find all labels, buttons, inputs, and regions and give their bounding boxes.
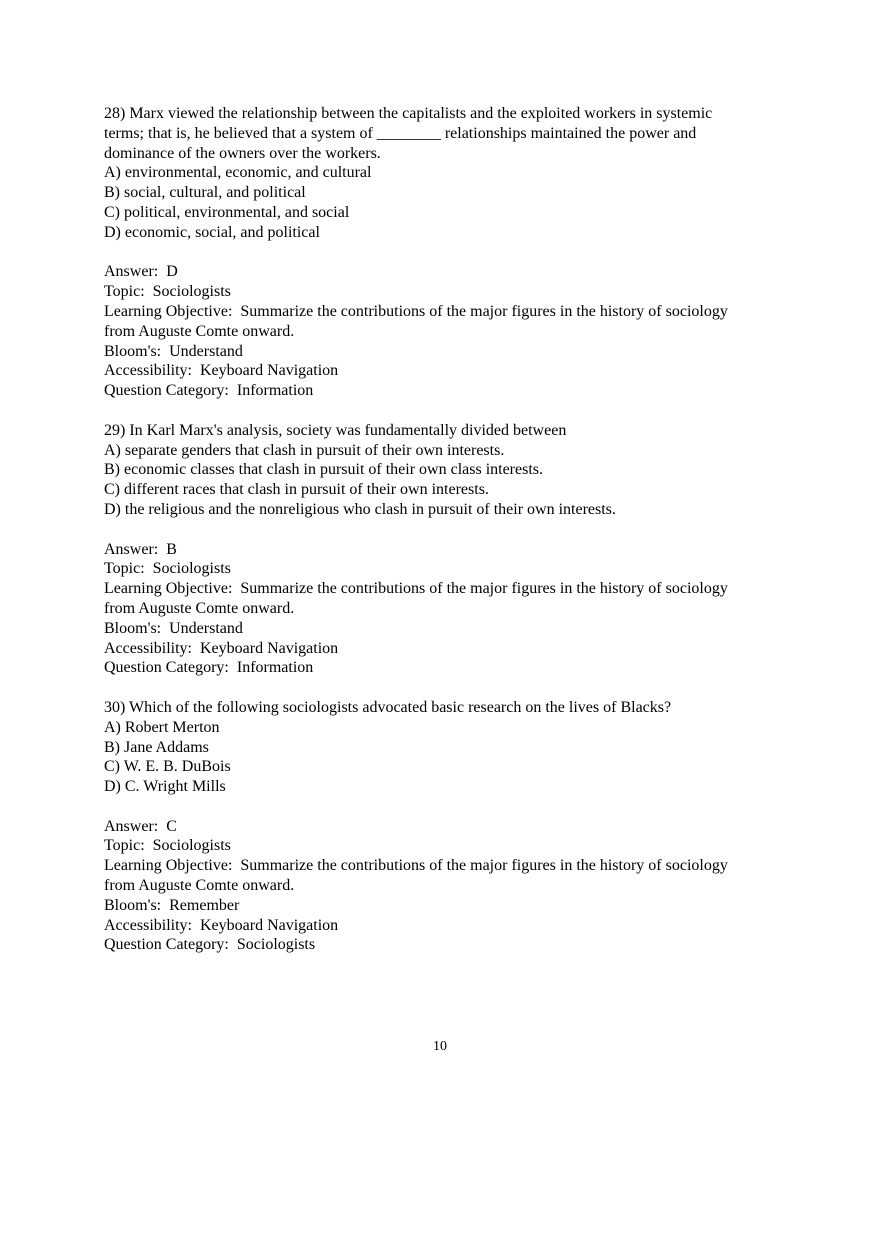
answer-option: C) political, environmental, and social — [104, 203, 350, 221]
learning-objective-line: from Auguste Comte onward. — [104, 877, 295, 895]
question-category-line: Question Category: Information — [104, 382, 314, 400]
accessibility-line: Accessibility: Keyboard Navigation — [104, 916, 339, 934]
answer-option: B) economic classes that clash in pursuit of their own class interests. — [104, 461, 544, 479]
learning-objective-line: Learning Objective: Summarize the contributions of the major figures in the history of sociology — [104, 580, 728, 598]
bloom-line: Bloom's: Remember — [104, 896, 240, 914]
question-block — [104, 421, 794, 678]
learning-objective-line: from Auguste Comte onward. — [104, 599, 295, 617]
bloom-line: Bloom's: Understand — [104, 342, 243, 360]
answer-option: D) economic, social, and political — [104, 223, 320, 241]
accessibility-line: Accessibility: Keyboard Navigation — [104, 639, 339, 657]
question-block — [104, 104, 794, 401]
question-category-line: Question Category: Information — [104, 659, 314, 677]
document-page — [104, 104, 794, 955]
spacer — [104, 401, 794, 421]
question-stem-line: 29) In Karl Marx's analysis, society was fundamentally divided between — [104, 421, 567, 439]
question-stem-line: 30) Which of the following sociologists advocated basic research on the lives of Blacks? — [104, 698, 672, 716]
learning-objective-line: Learning Objective: Summarize the contributions of the major figures in the history of sociology — [104, 857, 728, 875]
answer-option: D) C. Wright Mills — [104, 778, 226, 796]
spacer — [104, 243, 794, 263]
spacer — [104, 678, 794, 698]
answer-option: A) environmental, economic, and cultural — [104, 164, 372, 182]
topic-line: Topic: Sociologists — [104, 837, 231, 855]
answer-option: A) separate genders that clash in pursuit of their own interests. — [104, 441, 505, 459]
answer-key: Answer: C — [104, 817, 177, 835]
page-number: 10 — [433, 1039, 447, 1054]
topic-line: Topic: Sociologists — [104, 283, 231, 301]
learning-objective-line: from Auguste Comte onward. — [104, 322, 295, 340]
question-stem-line: terms; that is, he believed that a system of ________ relationships maintained the power and — [104, 124, 697, 142]
answer-option: B) Jane Addams — [104, 738, 209, 756]
topic-line: Topic: Sociologists — [104, 560, 231, 578]
learning-objective-line: Learning Objective: Summarize the contributions of the major figures in the history of sociology — [104, 302, 728, 320]
spacer — [104, 520, 794, 540]
question-stem-line: dominance of the owners over the workers. — [104, 144, 381, 162]
answer-option: B) social, cultural, and political — [104, 184, 306, 202]
answer-key: Answer: D — [104, 263, 178, 281]
question-category-line: Question Category: Sociologists — [104, 936, 316, 954]
answer-option: A) Robert Merton — [104, 718, 220, 736]
accessibility-line: Accessibility: Keyboard Navigation — [104, 362, 339, 380]
bloom-line: Bloom's: Understand — [104, 619, 243, 637]
spacer — [104, 797, 794, 817]
answer-option: D) the religious and the nonreligious who clash in pursuit of their own interests. — [104, 500, 616, 518]
question-block — [104, 698, 794, 955]
answer-option: C) different races that clash in pursuit of their own interests. — [104, 481, 489, 499]
answer-key: Answer: B — [104, 540, 177, 558]
answer-option: C) W. E. B. DuBois — [104, 758, 231, 776]
question-stem-line: 28) Marx viewed the relationship between the capitalists and the exploited workers in systemic — [104, 105, 713, 122]
